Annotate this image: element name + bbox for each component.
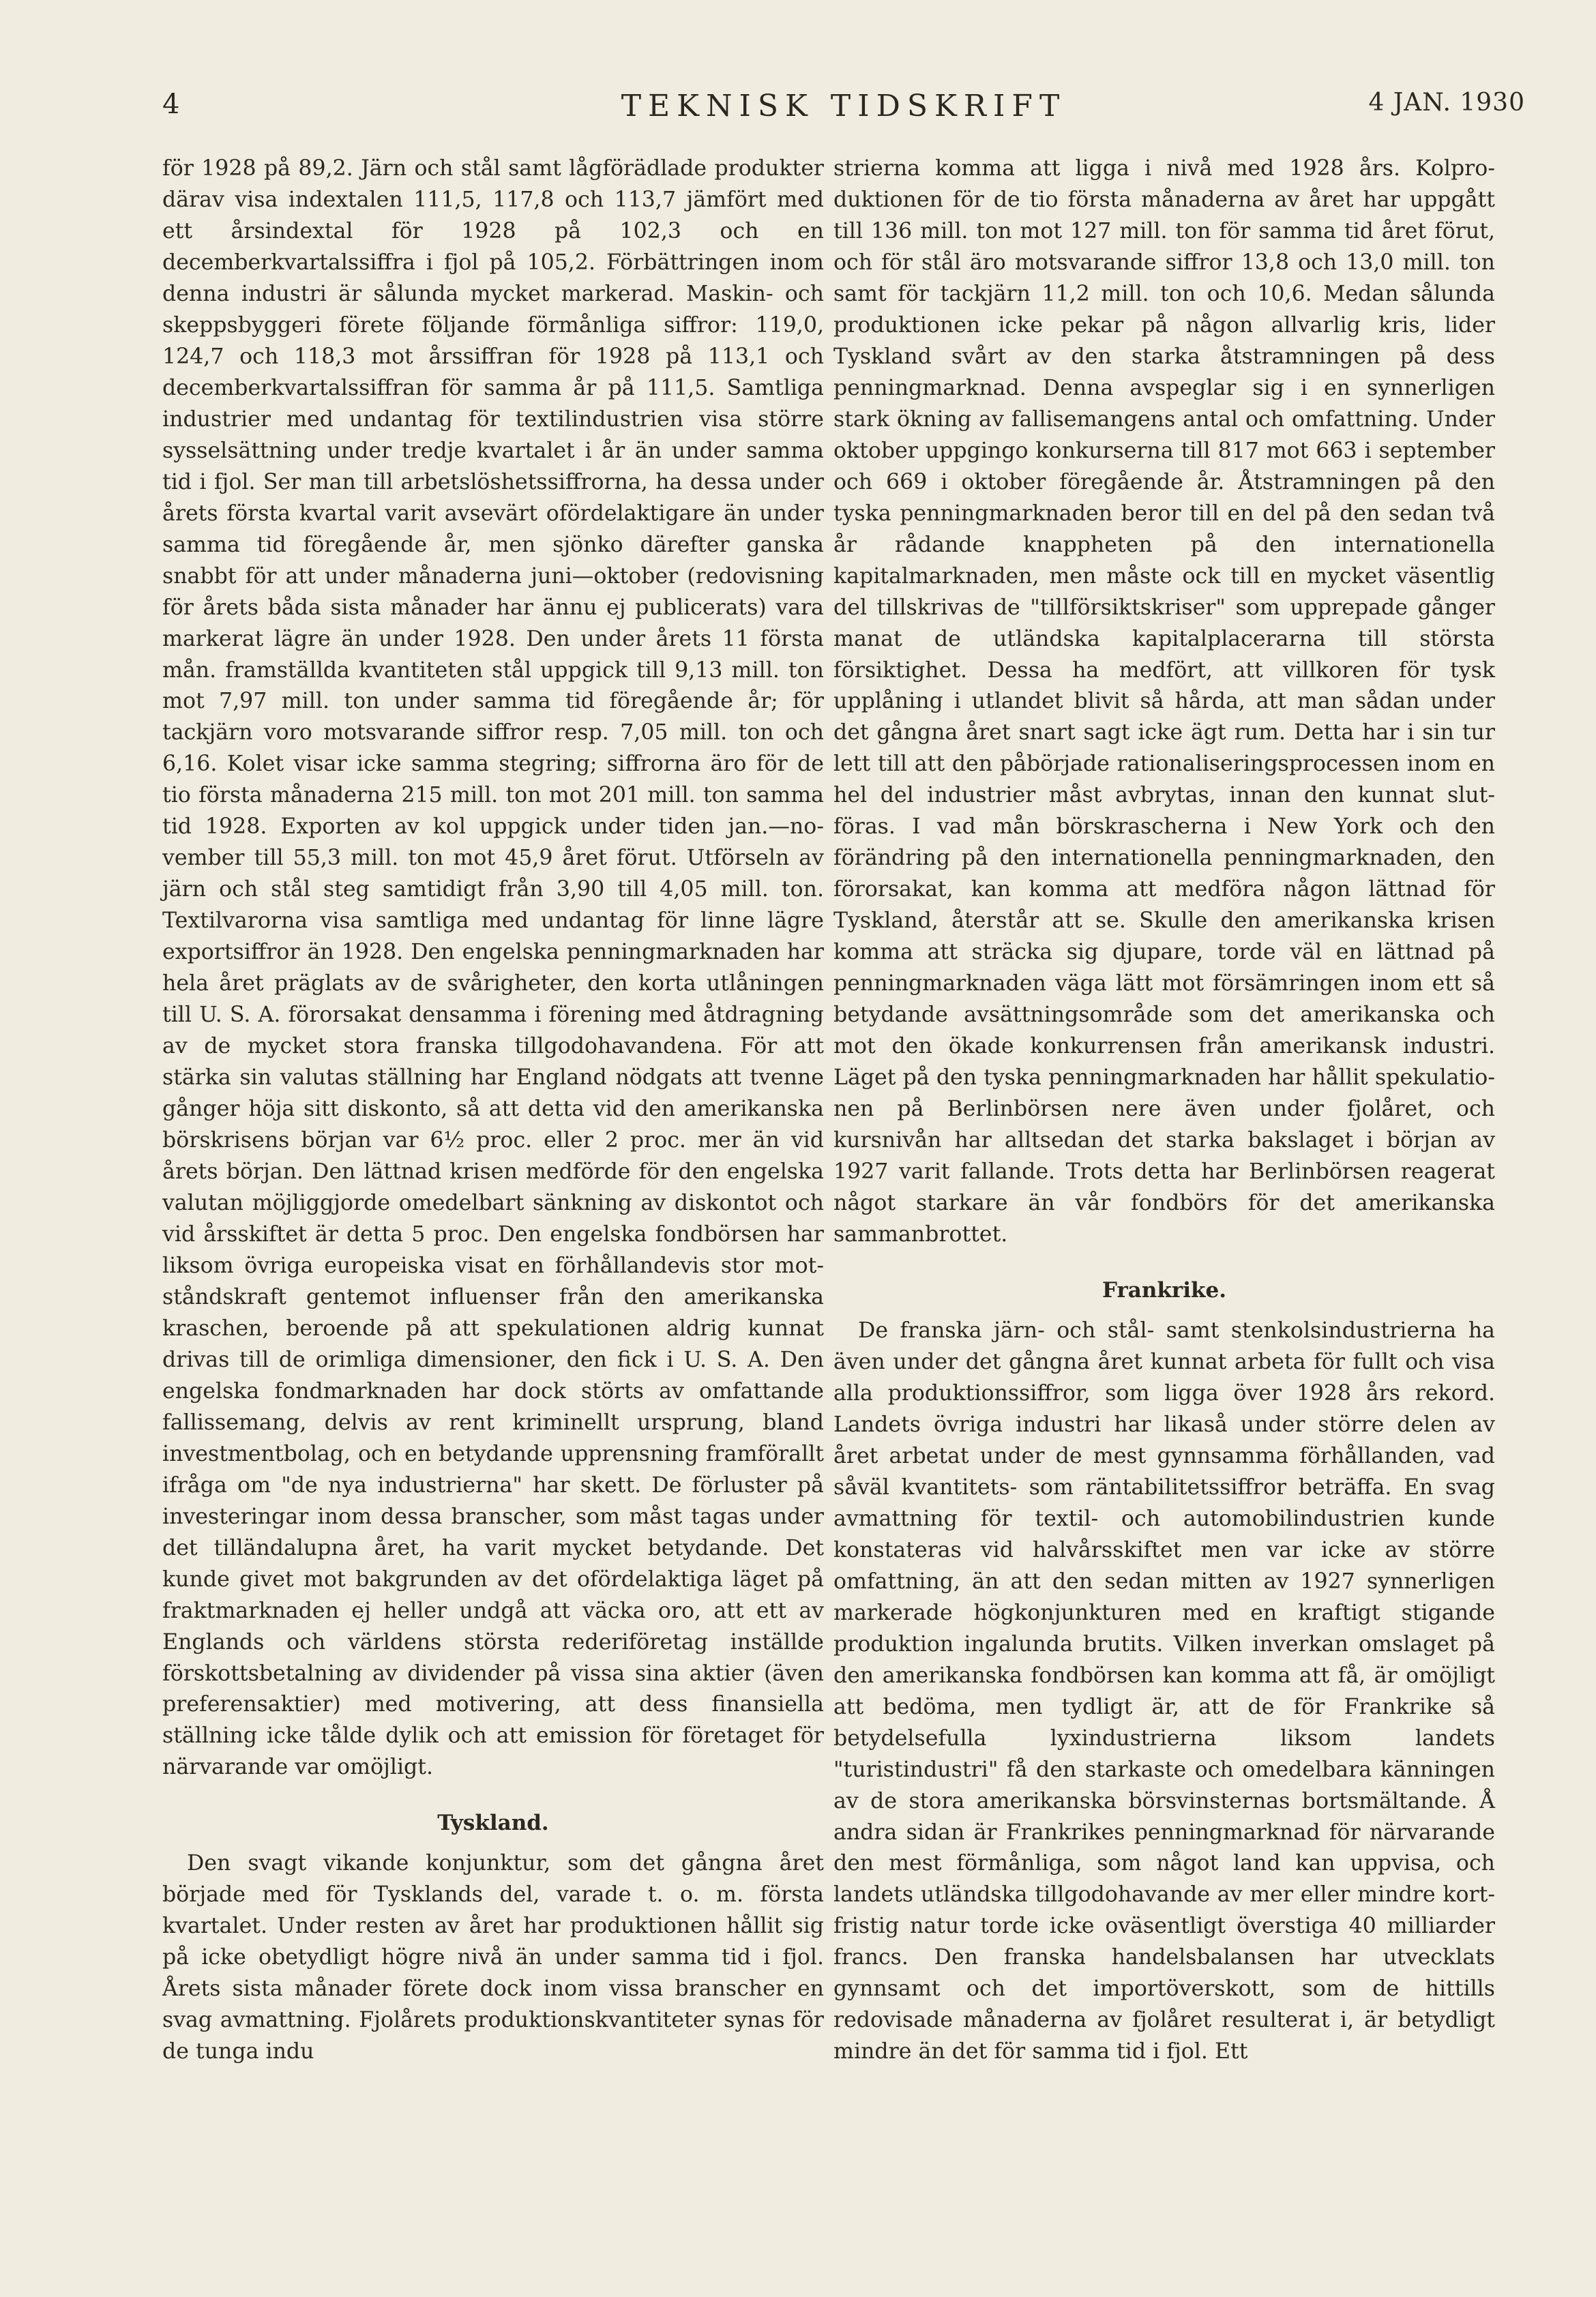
section-heading-frankrike: Frankrike. [1102,1277,1226,1303]
left-paragraph-2: Den svagt vikande konjunktur, som det gångna året började med för Tysklands del, varade t. o. m. första kvartalet. Under resten av året har produktionen hållit sig på icke obetydligt högre nivå än under samma tid i fjol. Årets sista månader förete dock inom vissa branscher en svag avmattning. Fjolårets produktionskvantiteter synas för de tunga indu [162,1851,824,2064]
right-paragraph-2: De franska järn- och stål- samt stenkolsindustrierna ha även under det gångna året kunnat arbeta för fullt och visa alla produktionssiffror, som ligga över 1928 års rekord. Landets övriga industri har likaså under större delen av året arbetat under de mest gynnsamma förhållanden, vad såväl kvantitets- som räntabilitetssiffror beträffa. En svag avmattning för textil- och automobilindustrien kunde konstateras vid halvårsskiftet men var icke av större omfattning, än att den sedan mitten av 1927 synnerligen markerade högkonjunkturen med en kraftigt stigande produktion ingalunda brutits. Vilken inverkan omslaget på den amerikanska fondbörsen kan komma att få, är omöjligt att bedöma, men tydligt är, att de för Frankrike så betydelsefulla lyxindustrierna liksom landets "turistindustri" få den starkaste och omedelbara känningen av de stora amerikanska börsvinsternas bortsmältande. Å andra sidan är Frankrikes penningmarknad för närvarande den mest förmånliga, som något land kan uppvisa, och landets utländska tillgodohavande av mer eller mindre kortfristig natur torde icke oväsentligt överstiga 40 milliarder francs. Den franska handelsbalansen har utvecklats gynnsamt och det importöverskott, som de hittills redovisade månaderna av fjolåret resulterat i, är betydligt mindre än det för samma tid i fjol. Ett [833,1318,1495,2064]
left-paragraph-1: för 1928 på 89,2. Järn och stål samt lågförädlade produkter därav visa indextalen 111,5, 117,8 och 113,7 jämfört med ett årsindextal för 1928 på 102,3 och en decemberkvartalssiffra i fjol på 105,2. Förbättringen inom denna industri är sålunda mycket markerad. Maskin- och skeppsbyggeri förete följande förmånliga siffror: 119,0, 124,7 och 118,3 mot årssiffran för 1928 på 113,1 och decemberkvartalssiffran för samma år på 111,5. Samtliga industrier med undantag för textilindustrien visa större sysselsättning under tredje kvartalet i år än under samma tid i fjol. Ser man till arbetslöshetssiffrorna, ha dessa under årets första kvartal varit avsevärt ofördelaktigare än under samma tid föregående år, men sjönko därefter ganska snabbt för att under månaderna juni—oktober (redovisning för årets båda sista månader har ännu ej publicerats) vara markerat lägre än under 1928. Den under årets 11 första mån. framställda kvantiteten stål uppgick till 9,13 mill. ton mot 7,97 mill. ton under samma tid föregående år; för tackjärn voro motsvarande siffror resp. 7,05 mill. ton och 6,16. Kolet visar icke samma stegring; siffrorna äro för de tio första månaderna 215 mill. ton mot 201 mill. ton samma tid 1928. Exporten av kol uppgick under tiden jan.—november till 55,3 mill. ton mot 45,9 året förut. Utförseln av järn och stål steg samtidigt från 3,90 till 4,05 mill. ton. Textilvarorna visa samtliga med undantag för linne lägre exportsiffror än 1928. Den engelska penningmarknaden har hela året präglats av de svårigheter, den korta utlåningen till U. S. A. förorsakat densamma i förening med åtdragning av de mycket stora franska tillgodohavandena. För att stärka sin valutas ställning har England nödgats att tvenne gånger höja sitt diskonto, så att detta vid den amerikanska börskrisens början var 6½ proc. eller 2 proc. mer än vid årets början. Den lättnad krisen medförde för den engelska valutan möjliggjorde omedelbart sänkning av diskontot och vid årsskiftet är detta 5 proc. Den engelska fondbörsen har liksom övriga europeiska visat en förhållandevis stor motståndskraft gentemot influenser från den amerikanska kraschen, beroende på att spekulationen aldrig kunnat drivas till de orimliga dimensioner, den fick i U. S. A. Den engelska fondmarknaden har dock störts av omfattande fallissemang, delvis av rent kriminellt ursprung, bland investmentbolag, och en betydande upprensning framförallt ifråga om "de nya industrierna" har skett. De förluster på investeringar inom dessa branscher, som måst tagas under det tilländalupna året, ha varit mycket betydande. Det kunde givet mot bakgrunden av det ofördelaktiga läget på fraktmarknaden ej heller undgå att väcka oro, att ett av Englands och världens största rederiföretag inställde förskottsbetalning av dividender på vissa sina aktier (även preferensaktier) med motivering, att dess finansiella ställning icke tålde dylik och att emission för företaget för närvarande var omöjligt. [162,156,824,1780]
page-number: 4 [162,89,180,120]
section-heading-tyskland: Tyskland. [437,1811,549,1836]
right-paragraph-1: strierna komma att ligga i nivå med 1928 års. Kolproduktionen för de tio första månaderna av året har uppgått till 136 mill. ton mot 127 mill. ton för samma tid året förut, och för stål äro motsvarande siffror 13,8 och 13,0 mill. ton samt för tackjärn 11,2 mill. ton och 10,6. Medan sålunda produktionen icke pekar på någon allvarlig kris, lider Tyskland svårt av den starka åtstramningen på dess penningmarknad. Denna avspeglar sig i en synnerligen stark ökning av fallisemangens antal och omfattning. Under oktober uppgingo konkurserna till 817 mot 663 i september och 669 i oktober föregående år. Åtstramningen på den tyska penningmarknaden beror till en del på den sedan två år rådande knappheten på den internationella kapitalmarknaden, men måste ock till en mycket väsentlig del tillskrivas de "tillförsiktskriser" som upprepade gånger manat de utländska kapitalplacerarna till största försiktighet. Dessa ha medfört, att villkoren för tysk upplåning i utlandet blivit så hårda, att man sådan under det gångna året snart sagt icke ägt rum. Detta har i sin tur lett till att den påbörjade rationaliseringsprocessen inom en hel del industrier måst avbrytas, innan den kunnat slutföras. I vad mån börskrascherna i New York och den förändring på den internationella penningmarknaden, den förorsakat, kan komma att medföra någon lättnad för Tyskland, återstår att se. Skulle den amerikanska krisen komma att sträcka sig djupare, torde väl en lättnad på penningmarknaden väga lätt mot försämringen inom ett så betydande avsättningsområde som det amerikanska och mot den ökade konkurrensen från amerikansk industri. Läget på den tyska penningmarknaden har hållit spekulationen på Berlinbörsen nere även under fjolåret, och kursnivån har alltsedan det starka bakslaget i början av 1927 varit fallande. Trots detta har Berlinbörsen reagerat något starkare än vår fondbörs för det amerikanska sammanbrottet. [833,156,1495,1247]
right-column [833,153,1495,2068]
page-header [162,89,1525,130]
journal-title: TEKNISK TIDSKRIFT [621,89,1067,123]
issue-date: 4 JAN. 1930 [1368,89,1525,117]
left-column [162,153,824,2068]
